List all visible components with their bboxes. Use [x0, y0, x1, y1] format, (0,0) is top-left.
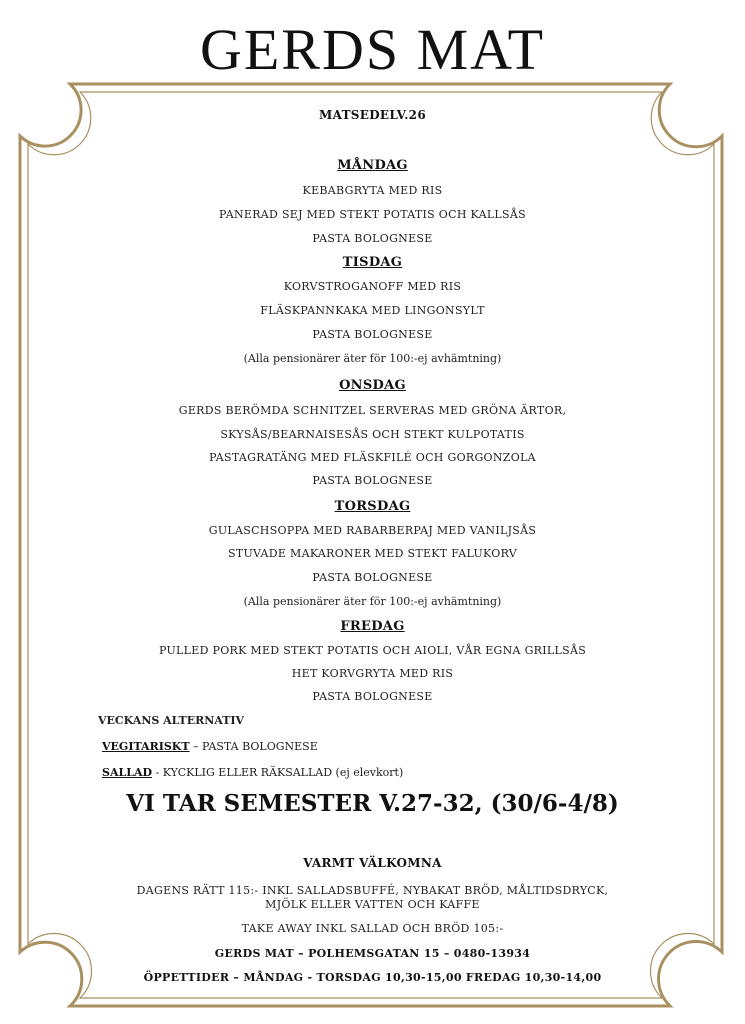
vegetarian-label: VEGITARISKT	[102, 740, 190, 753]
contact-info: GERDS MAT – POLHEMSGATAN 15 – 0480-13934	[214, 947, 531, 960]
dish: PASTA BOLOGNESE	[312, 571, 433, 584]
dish: GULASCHSOPPA MED RABARBERPAJ MED VANILJSÅS	[208, 524, 537, 537]
dish: PASTA BOLOGNESE	[312, 474, 433, 487]
vegetarian-line	[102, 740, 318, 753]
dagens-ratt-line: DAGENS RÄTT 115:- INKL SALLADSBUFFÉ, NYBAKAT BRÖD, MÅLTIDSDRYCK,	[136, 884, 609, 897]
alternatives-heading: VECKANS ALTERNATIV	[98, 714, 245, 727]
dish: KORVSTROGANOFF MED RIS	[283, 280, 462, 293]
sallad-label: SALLAD	[102, 766, 153, 779]
dish: STUVADE MAKARONER MED STEKT FALUKORV	[227, 547, 518, 560]
dish: PASTA BOLOGNESE	[312, 690, 433, 703]
dish: SKYSÅS/BEARNAISESÅS OCH STEKT KULPOTATIS	[220, 428, 525, 441]
pensioner-note: (Alla pensionärer äter för 100:-ej avhämtning)	[243, 595, 502, 608]
day-heading-onsdag: ONSDAG	[339, 378, 406, 393]
menu-week: MATSEDELV.26	[319, 108, 426, 122]
dish: PASTAGRATÄNG MED FLÄSKFILÉ OCH GORGONZOLA	[209, 451, 536, 464]
dish: PASTA BOLOGNESE	[312, 328, 433, 341]
semester-notice: VI TAR SEMESTER V.27-32, (30/6-4/8)	[126, 790, 619, 817]
dish: FLÄSKPANNKAKA MED LINGONSYLT	[260, 304, 485, 317]
dish: HET KORVGRYTA MED RIS	[291, 667, 454, 680]
vegetarian-dish: – PASTA BOLOGNESE	[189, 740, 318, 753]
welcome-text: VARMT VÄLKOMNA	[303, 856, 442, 870]
day-heading-torsdag: TORSDAG	[334, 499, 411, 514]
day-heading-fredag: FREDAG	[340, 619, 405, 634]
sallad-line	[102, 766, 403, 779]
opening-hours: ÖPPETTIDER – MÅNDAG - TORSDAG 10,30-15,00 FREDAG 10,30-14,00	[143, 971, 602, 984]
day-heading-tisdag: TISDAG	[342, 255, 403, 270]
dish: PASTA BOLOGNESE	[312, 232, 433, 245]
day-heading-mandag: MÅNDAG	[337, 158, 408, 173]
pensioner-note: (Alla pensionärer äter för 100:-ej avhämtning)	[243, 352, 502, 365]
dish: KEBABGRYTA MED RIS	[302, 184, 443, 197]
sallad-dish: - KYCKLIG ELLER RÄKSALLAD (ej elevkort)	[152, 766, 404, 779]
dagens-ratt-line-2: MJÖLK ELLER VATTEN OCH KAFFE	[265, 898, 480, 911]
dish: GERDS BERÖMDA SCHNITZEL SERVERAS MED GRÖNA ÄRTOR,	[178, 404, 567, 417]
dish: PANERAD SEJ MED STEKT POTATIS OCH KALLSÅS	[219, 208, 526, 221]
takeaway-text: TAKE AWAY INKL SALLAD OCH BRÖD 105:-	[241, 922, 504, 935]
dish: PULLED PORK MED STEKT POTATIS OCH AIOLI, VÅR EGNA GRILLSÅS	[158, 644, 587, 657]
restaurant-title: GERDS MAT	[199, 17, 546, 82]
